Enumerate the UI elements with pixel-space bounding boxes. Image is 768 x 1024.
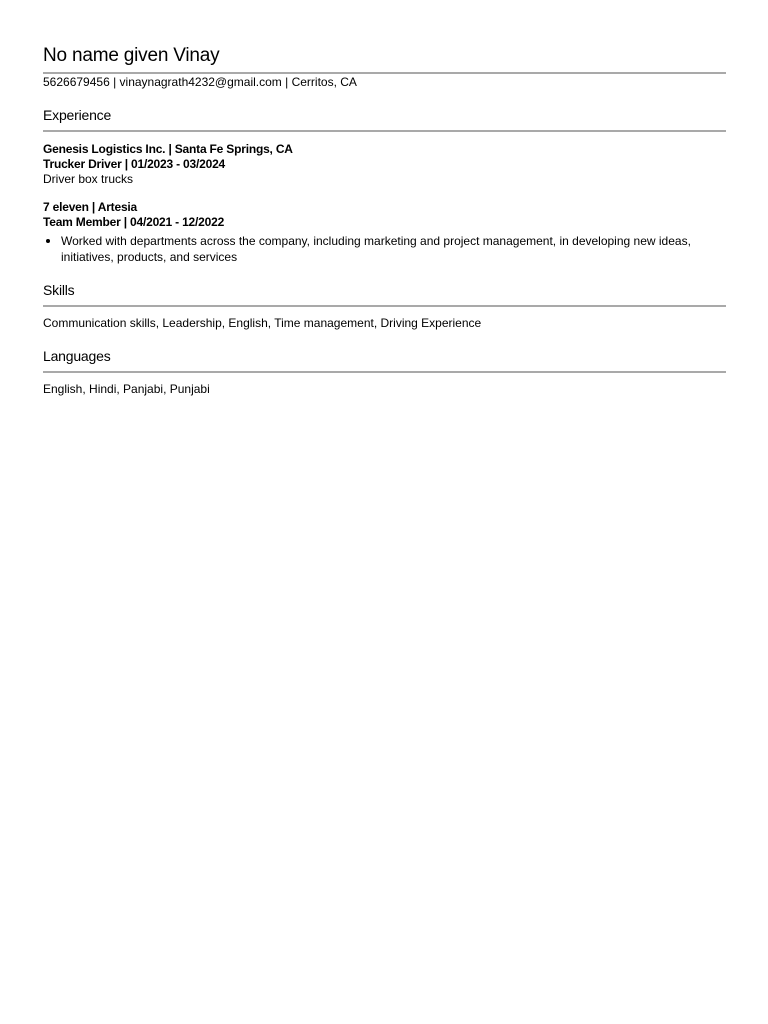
section-title-skills: Skills (43, 282, 75, 298)
job-role-line: Team Member | 04/2021 - 12/2022 (43, 215, 225, 229)
contact-line: 5626679456 | vinaynagrath4232@gmail.com | Cerritos, CA (43, 75, 357, 89)
skills-divider (43, 305, 726, 307)
bullet-icon (46, 239, 50, 243)
languages-divider (43, 371, 726, 373)
experience-divider (43, 130, 726, 132)
job-bullet-list (43, 233, 744, 265)
job-company-line: 7 eleven | Artesia (43, 200, 138, 214)
languages-text: English, Hindi, Panjabi, Punjabi (43, 382, 210, 396)
job-bullet-item (61, 233, 744, 265)
section-title-languages: Languages (43, 348, 111, 364)
job-company-line: Genesis Logistics Inc. | Santa Fe Springs, CA (43, 142, 293, 156)
job-description: Driver box trucks (43, 172, 134, 186)
candidate-name: No name given Vinay (43, 45, 220, 66)
job-role-line: Trucker Driver | 01/2023 - 03/2024 (43, 157, 226, 171)
skills-text: Communication skills, Leadership, English, Time management, Driving Experience (43, 316, 482, 330)
job-bullet-text: Worked with departments across the company, including marketing and project management, in developing new ideas, initiatives, products, and services (61, 234, 691, 264)
section-title-experience: Experience (43, 107, 112, 123)
